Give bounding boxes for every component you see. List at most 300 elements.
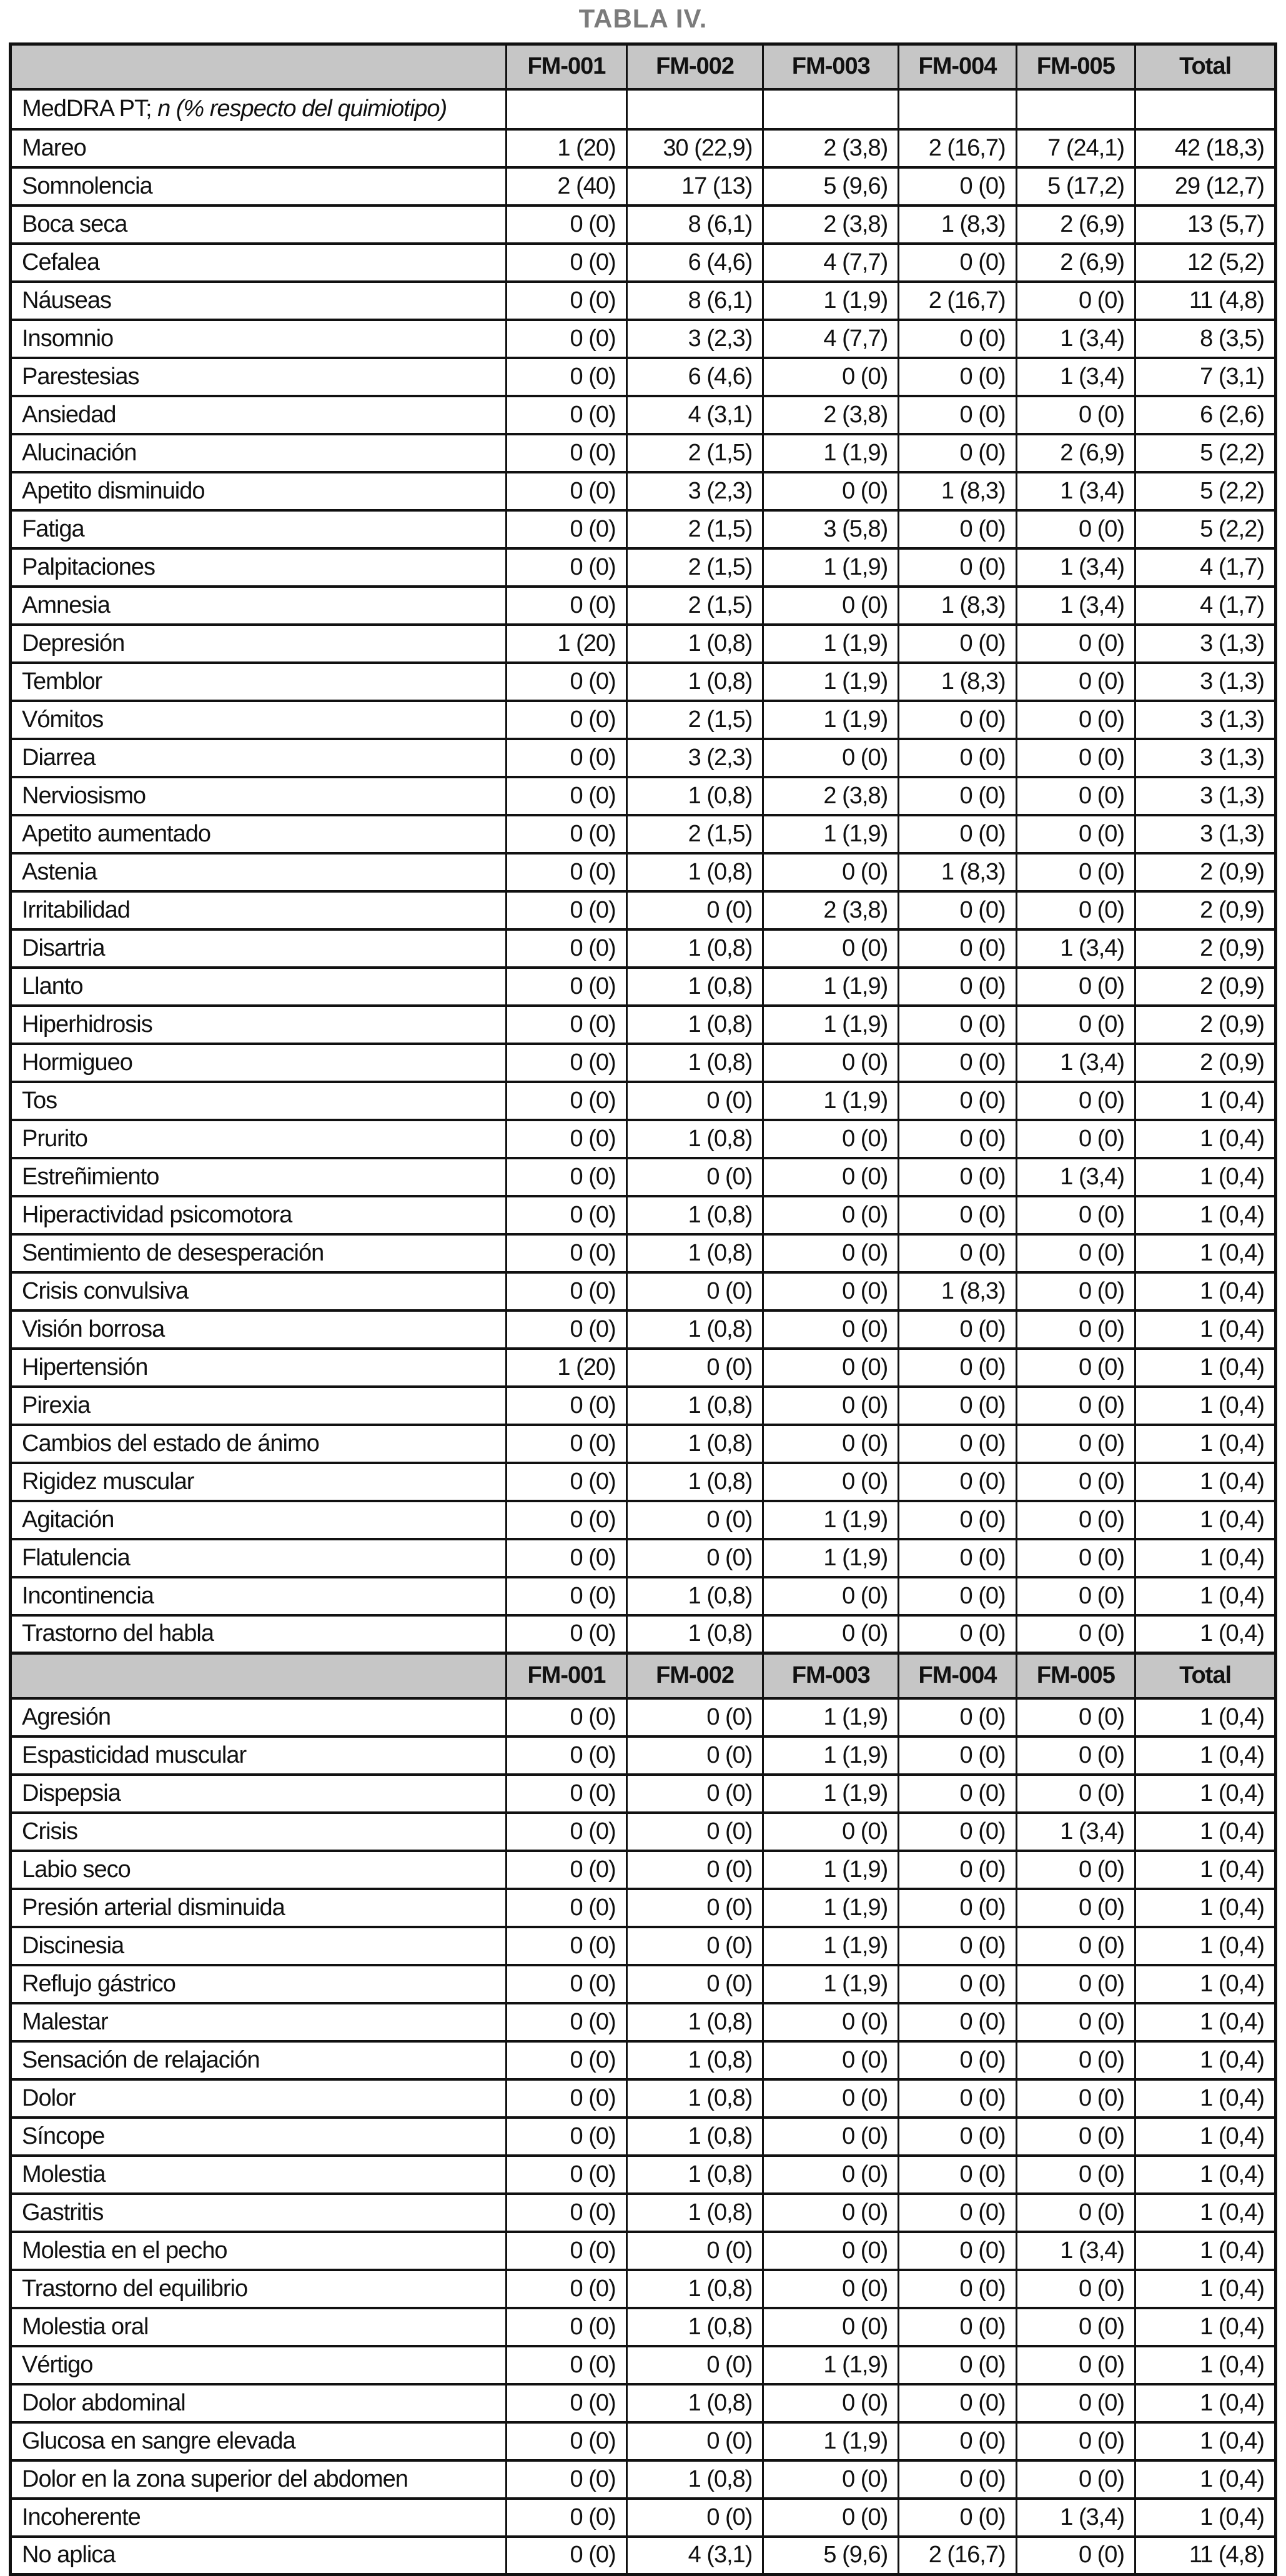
value-cell: 1 (0,4) bbox=[1135, 2270, 1276, 2308]
value-cell: 1 (0,4) bbox=[1135, 1965, 1276, 2003]
value-cell: 0 (0) bbox=[763, 472, 899, 510]
value-cell: 1 (0,4) bbox=[1135, 1272, 1276, 1310]
column-header-total: Total bbox=[1135, 1653, 1276, 1698]
value-cell: 0 (0) bbox=[899, 2460, 1016, 2499]
value-cell: 13 (5,7) bbox=[1135, 206, 1276, 244]
table-row bbox=[11, 2079, 1276, 2118]
value-cell: 29 (12,7) bbox=[1135, 167, 1276, 206]
value-cell: 0 (0) bbox=[899, 1813, 1016, 1851]
value-cell: 0 (0) bbox=[507, 2384, 626, 2422]
value-cell: 4 (3,1) bbox=[626, 2537, 763, 2575]
value-cell: 1 (0,4) bbox=[1135, 2232, 1276, 2270]
value-cell: 1 (0,4) bbox=[1135, 2079, 1276, 2118]
value-cell: 1 (0,8) bbox=[626, 1196, 763, 1234]
value-cell: 1 (0,4) bbox=[1135, 1425, 1276, 1463]
table-row bbox=[11, 1577, 1276, 1615]
value-cell: 0 (0) bbox=[899, 2156, 1016, 2194]
value-cell: 0 (0) bbox=[1016, 2422, 1135, 2460]
table-row bbox=[11, 1736, 1276, 1775]
value-cell: 0 (0) bbox=[763, 1234, 899, 1272]
value-cell: 0 (0) bbox=[763, 929, 899, 968]
value-cell: 1 (1,9) bbox=[763, 701, 899, 739]
value-cell: 0 (0) bbox=[899, 815, 1016, 853]
value-cell: 12 (5,2) bbox=[1135, 244, 1276, 282]
value-cell: 1 (1,9) bbox=[763, 1501, 899, 1539]
meddra-subheader-italic: n (% respecto del quimiotipo) bbox=[157, 96, 447, 122]
value-cell: 0 (0) bbox=[1016, 1463, 1135, 1501]
value-cell: 0 (0) bbox=[899, 1851, 1016, 1889]
value-cell: 6 (4,6) bbox=[626, 358, 763, 396]
value-cell: 1 (0,4) bbox=[1135, 1775, 1276, 1813]
row-label: Molestia bbox=[11, 2156, 507, 2194]
value-cell: 0 (0) bbox=[763, 2041, 899, 2079]
value-cell: 0 (0) bbox=[507, 206, 626, 244]
header-row bbox=[11, 44, 1276, 89]
row-label: Dispepsia bbox=[11, 1775, 507, 1813]
value-cell: 7 (3,1) bbox=[1135, 358, 1276, 396]
value-cell: 0 (0) bbox=[507, 1196, 626, 1234]
value-cell: 0 (0) bbox=[899, 244, 1016, 282]
value-cell: 0 (0) bbox=[763, 1813, 899, 1851]
value-cell: 1 (1,9) bbox=[763, 1965, 899, 2003]
value-cell: 2 (1,5) bbox=[626, 434, 763, 472]
value-cell: 0 (0) bbox=[507, 396, 626, 434]
value-cell: 0 (0) bbox=[626, 1698, 763, 1736]
table-row bbox=[11, 929, 1276, 968]
value-cell: 0 (0) bbox=[899, 1349, 1016, 1387]
value-cell: 1 (0,4) bbox=[1135, 2499, 1276, 2537]
value-cell: 1 (0,4) bbox=[1135, 1889, 1276, 1927]
row-label: Vómitos bbox=[11, 701, 507, 739]
table-row bbox=[11, 2537, 1276, 2575]
value-cell: 2 (3,8) bbox=[763, 777, 899, 815]
value-cell: 1 (1,9) bbox=[763, 282, 899, 320]
row-label: Alucinación bbox=[11, 434, 507, 472]
column-header-empty bbox=[11, 44, 507, 89]
value-cell: 1 (20) bbox=[507, 625, 626, 663]
value-cell: 1 (0,4) bbox=[1135, 1736, 1276, 1775]
value-cell: 30 (22,9) bbox=[626, 129, 763, 167]
value-cell: 0 (0) bbox=[1016, 701, 1135, 739]
table-row bbox=[11, 891, 1276, 929]
table-row bbox=[11, 1196, 1276, 1234]
value-cell: 0 (0) bbox=[507, 510, 626, 548]
value-cell: 0 (0) bbox=[899, 1463, 1016, 1501]
value-cell: 1 (0,8) bbox=[626, 2460, 763, 2499]
value-cell: 1 (0,4) bbox=[1135, 1698, 1276, 1736]
value-cell: 1 (1,9) bbox=[763, 1539, 899, 1577]
value-cell: 0 (0) bbox=[507, 2194, 626, 2232]
value-cell: 0 (0) bbox=[763, 2499, 899, 2537]
value-cell: 0 (0) bbox=[899, 396, 1016, 434]
value-cell: 0 (0) bbox=[899, 739, 1016, 777]
row-label: Sentimiento de desesperación bbox=[11, 1234, 507, 1272]
table-row bbox=[11, 739, 1276, 777]
value-cell: 0 (0) bbox=[1016, 2118, 1135, 2156]
value-cell: 4 (7,7) bbox=[763, 244, 899, 282]
empty-cell bbox=[1016, 89, 1135, 129]
table-row bbox=[11, 510, 1276, 548]
value-cell: 1 (1,9) bbox=[763, 2422, 899, 2460]
table-row bbox=[11, 2270, 1276, 2308]
value-cell: 0 (0) bbox=[1016, 739, 1135, 777]
value-cell: 0 (0) bbox=[1016, 1698, 1135, 1736]
value-cell: 0 (0) bbox=[507, 929, 626, 968]
row-label: Mareo bbox=[11, 129, 507, 167]
value-cell: 1 (8,3) bbox=[899, 663, 1016, 701]
value-cell: 0 (0) bbox=[899, 2232, 1016, 2270]
column-header-empty bbox=[11, 1653, 507, 1698]
value-cell: 0 (0) bbox=[626, 1775, 763, 1813]
value-cell: 1 (1,9) bbox=[763, 1927, 899, 1965]
row-label: Hipertensión bbox=[11, 1349, 507, 1387]
meddra-subheader-cell bbox=[11, 89, 507, 129]
value-cell: 0 (0) bbox=[1016, 282, 1135, 320]
value-cell: 0 (0) bbox=[1016, 2308, 1135, 2346]
value-cell: 1 (8,3) bbox=[899, 853, 1016, 891]
value-cell: 1 (0,8) bbox=[626, 2003, 763, 2041]
value-cell: 1 (20) bbox=[507, 129, 626, 167]
value-cell: 1 (0,8) bbox=[626, 2079, 763, 2118]
value-cell: 2 (0,9) bbox=[1135, 891, 1276, 929]
value-cell: 2 (0,9) bbox=[1135, 968, 1276, 1006]
value-cell: 1 (8,3) bbox=[899, 206, 1016, 244]
value-cell: 1 (1,9) bbox=[763, 625, 899, 663]
row-label: Rigidez muscular bbox=[11, 1463, 507, 1501]
value-cell: 0 (0) bbox=[626, 1813, 763, 1851]
column-header-fm-003: FM-003 bbox=[763, 1653, 899, 1698]
row-label: Dolor bbox=[11, 2079, 507, 2118]
value-cell: 0 (0) bbox=[899, 1387, 1016, 1425]
value-cell: 0 (0) bbox=[626, 2422, 763, 2460]
value-cell: 1 (0,4) bbox=[1135, 1349, 1276, 1387]
value-cell: 0 (0) bbox=[763, 2003, 899, 2041]
value-cell: 1 (0,8) bbox=[626, 625, 763, 663]
value-cell: 0 (0) bbox=[1016, 1889, 1135, 1927]
value-cell: 0 (0) bbox=[899, 1082, 1016, 1120]
row-label: Reflujo gástrico bbox=[11, 1965, 507, 2003]
value-cell: 0 (0) bbox=[763, 739, 899, 777]
table-row bbox=[11, 2499, 1276, 2537]
value-cell: 1 (0,4) bbox=[1135, 1615, 1276, 1653]
value-cell: 0 (0) bbox=[1016, 2003, 1135, 2041]
column-header-fm-003: FM-003 bbox=[763, 44, 899, 89]
table-row bbox=[11, 663, 1276, 701]
value-cell: 5 (17,2) bbox=[1016, 167, 1135, 206]
value-cell: 1 (20) bbox=[507, 1349, 626, 1387]
value-cell: 3 (1,3) bbox=[1135, 625, 1276, 663]
value-cell: 0 (0) bbox=[626, 1736, 763, 1775]
value-cell: 2 (0,9) bbox=[1135, 853, 1276, 891]
value-cell: 0 (0) bbox=[1016, 1775, 1135, 1813]
value-cell: 0 (0) bbox=[507, 2537, 626, 2575]
table-row bbox=[11, 1775, 1276, 1813]
value-cell: 1 (0,8) bbox=[626, 1006, 763, 1044]
value-cell: 0 (0) bbox=[507, 1158, 626, 1196]
table-row bbox=[11, 1927, 1276, 1965]
value-cell: 0 (0) bbox=[1016, 1927, 1135, 1965]
empty-cell bbox=[763, 89, 899, 129]
value-cell: 0 (0) bbox=[899, 891, 1016, 929]
value-cell: 2 (6,9) bbox=[1016, 434, 1135, 472]
value-cell: 1 (0,8) bbox=[626, 2118, 763, 2156]
value-cell: 1 (0,4) bbox=[1135, 2460, 1276, 2499]
value-cell: 1 (0,4) bbox=[1135, 1158, 1276, 1196]
value-cell: 1 (0,8) bbox=[626, 2270, 763, 2308]
value-cell: 0 (0) bbox=[507, 320, 626, 358]
table-row bbox=[11, 2003, 1276, 2041]
table-row bbox=[11, 968, 1276, 1006]
table-row bbox=[11, 2384, 1276, 2422]
value-cell: 1 (1,9) bbox=[763, 548, 899, 587]
row-label: Vértigo bbox=[11, 2346, 507, 2384]
value-cell: 0 (0) bbox=[763, 1310, 899, 1349]
row-label: Somnolencia bbox=[11, 167, 507, 206]
value-cell: 0 (0) bbox=[507, 1082, 626, 1120]
value-cell: 0 (0) bbox=[507, 472, 626, 510]
value-cell: 0 (0) bbox=[507, 1927, 626, 1965]
value-cell: 0 (0) bbox=[507, 2156, 626, 2194]
value-cell: 0 (0) bbox=[763, 1044, 899, 1082]
value-cell: 0 (0) bbox=[1016, 663, 1135, 701]
value-cell: 0 (0) bbox=[507, 1851, 626, 1889]
value-cell: 0 (0) bbox=[626, 2346, 763, 2384]
table-title: TABLA IV. bbox=[578, 4, 708, 33]
row-label: Apetito disminuido bbox=[11, 472, 507, 510]
value-cell: 1 (0,8) bbox=[626, 1120, 763, 1158]
row-label: Dolor abdominal bbox=[11, 2384, 507, 2422]
value-cell: 0 (0) bbox=[1016, 1387, 1135, 1425]
row-label: Irritabilidad bbox=[11, 891, 507, 929]
value-cell: 4 (7,7) bbox=[763, 320, 899, 358]
value-cell: 1 (1,9) bbox=[763, 968, 899, 1006]
column-header-fm-005: FM-005 bbox=[1016, 1653, 1135, 1698]
value-cell: 1 (0,8) bbox=[626, 929, 763, 968]
column-header-fm-002: FM-002 bbox=[626, 1653, 763, 1698]
row-label: Diarrea bbox=[11, 739, 507, 777]
value-cell: 17 (13) bbox=[626, 167, 763, 206]
row-label: Trastorno del habla bbox=[11, 1615, 507, 1653]
value-cell: 0 (0) bbox=[1016, 2537, 1135, 2575]
row-label: Pirexia bbox=[11, 1387, 507, 1425]
row-label: Incontinencia bbox=[11, 1577, 507, 1615]
value-cell: 0 (0) bbox=[1016, 1965, 1135, 2003]
value-cell: 0 (0) bbox=[763, 853, 899, 891]
value-cell: 0 (0) bbox=[763, 1615, 899, 1653]
value-cell: 1 (8,3) bbox=[899, 472, 1016, 510]
value-cell: 1 (0,8) bbox=[626, 2156, 763, 2194]
row-label: Labio seco bbox=[11, 1851, 507, 1889]
value-cell: 42 (18,3) bbox=[1135, 129, 1276, 167]
value-cell: 0 (0) bbox=[1016, 968, 1135, 1006]
value-cell: 1 (3,4) bbox=[1016, 358, 1135, 396]
row-label: Gastritis bbox=[11, 2194, 507, 2232]
value-cell: 0 (0) bbox=[899, 2041, 1016, 2079]
value-cell: 0 (0) bbox=[507, 358, 626, 396]
value-cell: 0 (0) bbox=[899, 1539, 1016, 1577]
table-row bbox=[11, 167, 1276, 206]
value-cell: 0 (0) bbox=[507, 1736, 626, 1775]
value-cell: 0 (0) bbox=[626, 1158, 763, 1196]
value-cell: 0 (0) bbox=[899, 1158, 1016, 1196]
table-row bbox=[11, 434, 1276, 472]
row-label: Insomnio bbox=[11, 320, 507, 358]
value-cell: 0 (0) bbox=[1016, 1851, 1135, 1889]
table-row bbox=[11, 244, 1276, 282]
table-row bbox=[11, 358, 1276, 396]
table-row bbox=[11, 701, 1276, 739]
value-cell: 0 (0) bbox=[899, 434, 1016, 472]
value-cell: 0 (0) bbox=[626, 1889, 763, 1927]
value-cell: 0 (0) bbox=[1016, 1349, 1135, 1387]
value-cell: 0 (0) bbox=[763, 587, 899, 625]
value-cell: 0 (0) bbox=[899, 2384, 1016, 2422]
row-label: Crisis convulsiva bbox=[11, 1272, 507, 1310]
value-cell: 1 (3,4) bbox=[1016, 587, 1135, 625]
empty-cell bbox=[899, 89, 1016, 129]
column-header-fm-002: FM-002 bbox=[626, 44, 763, 89]
value-cell: 0 (0) bbox=[507, 2270, 626, 2308]
value-cell: 0 (0) bbox=[507, 1272, 626, 1310]
value-cell: 1 (1,9) bbox=[763, 1082, 899, 1120]
value-cell: 1 (0,4) bbox=[1135, 2156, 1276, 2194]
value-cell: 3 (1,3) bbox=[1135, 815, 1276, 853]
value-cell: 0 (0) bbox=[899, 358, 1016, 396]
value-cell: 2 (6,9) bbox=[1016, 206, 1135, 244]
value-cell: 1 (0,4) bbox=[1135, 2118, 1276, 2156]
value-cell: 0 (0) bbox=[507, 2232, 626, 2270]
value-cell: 1 (1,9) bbox=[763, 1851, 899, 1889]
value-cell: 1 (3,4) bbox=[1016, 2232, 1135, 2270]
value-cell: 2 (0,9) bbox=[1135, 1044, 1276, 1082]
value-cell: 1 (3,4) bbox=[1016, 1813, 1135, 1851]
value-cell: 0 (0) bbox=[899, 510, 1016, 548]
value-cell: 0 (0) bbox=[899, 320, 1016, 358]
value-cell: 0 (0) bbox=[1016, 510, 1135, 548]
value-cell: 0 (0) bbox=[507, 282, 626, 320]
value-cell: 3 (2,3) bbox=[626, 320, 763, 358]
value-cell: 1 (0,8) bbox=[626, 2041, 763, 2079]
row-label: Prurito bbox=[11, 1120, 507, 1158]
row-label: Agresión bbox=[11, 1698, 507, 1736]
value-cell: 0 (0) bbox=[763, 1120, 899, 1158]
row-label: Nerviosismo bbox=[11, 777, 507, 815]
value-cell: 0 (0) bbox=[899, 1044, 1016, 1082]
value-cell: 1 (3,4) bbox=[1016, 472, 1135, 510]
row-label: Presión arterial disminuida bbox=[11, 1889, 507, 1927]
row-label: Molestia en el pecho bbox=[11, 2232, 507, 2270]
value-cell: 0 (0) bbox=[899, 1927, 1016, 1965]
value-cell: 0 (0) bbox=[507, 891, 626, 929]
meddra-subheader-plain: MedDRA PT; bbox=[22, 96, 158, 122]
value-cell: 0 (0) bbox=[507, 1577, 626, 1615]
table-row bbox=[11, 472, 1276, 510]
value-cell: 1 (8,3) bbox=[899, 1272, 1016, 1310]
value-cell: 5 (2,2) bbox=[1135, 434, 1276, 472]
row-label: Apetito aumentado bbox=[11, 815, 507, 853]
value-cell: 0 (0) bbox=[763, 2156, 899, 2194]
value-cell: 3 (1,3) bbox=[1135, 739, 1276, 777]
value-cell: 0 (0) bbox=[899, 1965, 1016, 2003]
value-cell: 0 (0) bbox=[626, 2232, 763, 2270]
value-cell: 0 (0) bbox=[626, 1272, 763, 1310]
value-cell: 1 (1,9) bbox=[763, 1889, 899, 1927]
value-cell: 3 (2,3) bbox=[626, 739, 763, 777]
row-label: Cefalea bbox=[11, 244, 507, 282]
value-cell: 8 (6,1) bbox=[626, 282, 763, 320]
row-label: Parestesias bbox=[11, 358, 507, 396]
value-cell: 0 (0) bbox=[899, 1615, 1016, 1653]
value-cell: 2 (1,5) bbox=[626, 587, 763, 625]
value-cell: 2 (0,9) bbox=[1135, 929, 1276, 968]
value-cell: 0 (0) bbox=[626, 1965, 763, 2003]
row-label: Agitación bbox=[11, 1501, 507, 1539]
value-cell: 1 (1,9) bbox=[763, 434, 899, 472]
row-label: Astenia bbox=[11, 853, 507, 891]
row-label: Molestia oral bbox=[11, 2308, 507, 2346]
value-cell: 0 (0) bbox=[507, 2308, 626, 2346]
value-cell: 1 (0,4) bbox=[1135, 1851, 1276, 1889]
value-cell: 0 (0) bbox=[507, 1813, 626, 1851]
value-cell: 0 (0) bbox=[763, 2270, 899, 2308]
value-cell: 1 (1,9) bbox=[763, 1698, 899, 1736]
table-row bbox=[11, 129, 1276, 167]
table-row bbox=[11, 1851, 1276, 1889]
value-cell: 2 (3,8) bbox=[763, 891, 899, 929]
value-cell: 2 (1,5) bbox=[626, 548, 763, 587]
table-row bbox=[11, 777, 1276, 815]
value-cell: 0 (0) bbox=[899, 167, 1016, 206]
value-cell: 1 (0,4) bbox=[1135, 1813, 1276, 1851]
value-cell: 0 (0) bbox=[1016, 2041, 1135, 2079]
value-cell: 1 (0,8) bbox=[626, 853, 763, 891]
value-cell: 0 (0) bbox=[763, 2460, 899, 2499]
value-cell: 0 (0) bbox=[507, 1387, 626, 1425]
table-row bbox=[11, 1120, 1276, 1158]
value-cell: 0 (0) bbox=[899, 1310, 1016, 1349]
value-cell: 1 (3,4) bbox=[1016, 929, 1135, 968]
value-cell: 1 (3,4) bbox=[1016, 2499, 1135, 2537]
value-cell: 0 (0) bbox=[1016, 2346, 1135, 2384]
value-cell: 0 (0) bbox=[507, 1120, 626, 1158]
table-row bbox=[11, 815, 1276, 853]
value-cell: 0 (0) bbox=[1016, 1006, 1135, 1044]
table-row bbox=[11, 625, 1276, 663]
value-cell: 1 (0,4) bbox=[1135, 2346, 1276, 2384]
column-header-fm-001: FM-001 bbox=[507, 1653, 626, 1698]
empty-cell bbox=[626, 89, 763, 129]
value-cell: 0 (0) bbox=[1016, 1501, 1135, 1539]
row-label: Hiperhidrosis bbox=[11, 1006, 507, 1044]
table-row bbox=[11, 1158, 1276, 1196]
table-row bbox=[11, 1310, 1276, 1349]
row-label: Hiperactividad psicomotora bbox=[11, 1196, 507, 1234]
value-cell: 0 (0) bbox=[1016, 1234, 1135, 1272]
value-cell: 0 (0) bbox=[899, 2118, 1016, 2156]
value-cell: 0 (0) bbox=[899, 777, 1016, 815]
value-cell: 0 (0) bbox=[1016, 2194, 1135, 2232]
value-cell: 0 (0) bbox=[763, 2232, 899, 2270]
value-cell: 1 (0,4) bbox=[1135, 1463, 1276, 1501]
value-cell: 0 (0) bbox=[626, 1539, 763, 1577]
value-cell: 1 (0,4) bbox=[1135, 1501, 1276, 1539]
value-cell: 0 (0) bbox=[507, 1615, 626, 1653]
value-cell: 11 (4,8) bbox=[1135, 282, 1276, 320]
value-cell: 0 (0) bbox=[899, 1736, 1016, 1775]
value-cell: 0 (0) bbox=[507, 701, 626, 739]
value-cell: 2 (1,5) bbox=[626, 510, 763, 548]
value-cell: 0 (0) bbox=[899, 548, 1016, 587]
